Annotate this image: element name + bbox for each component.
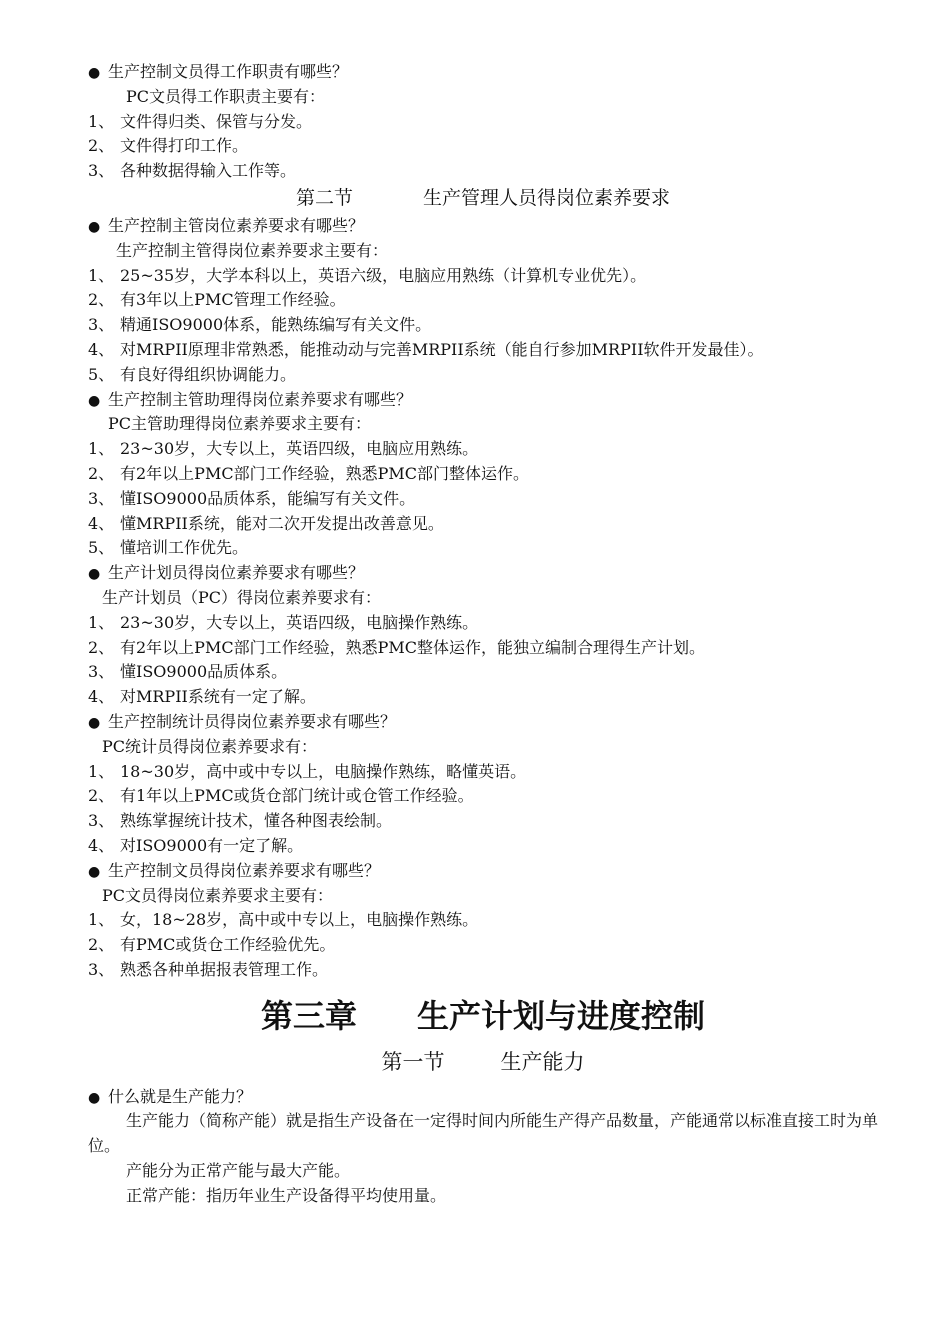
list-item: 2、 有PMC或货仓工作经验优先。	[88, 935, 336, 955]
list-item: 4、 懂MRPII系统，能对二次开发提出改善意见。	[88, 513, 444, 533]
list-item: 5、 有良好得组织协调能力。	[88, 364, 297, 384]
list-item: 3、 熟练掌握统计技术，懂各种图表绘制。	[88, 811, 393, 831]
paragraph: 正常产能：指历年业生产设备得平均使用量。	[126, 1185, 447, 1205]
list-item: 3、 懂ISO9000品质体系。	[88, 662, 288, 682]
list-item: 4、 对ISO9000有一定了解。	[88, 835, 304, 855]
section-title: 第二节 生产管理人员得岗位素养要求	[295, 186, 671, 209]
bullet-icon: ●	[88, 566, 101, 583]
section-title: 第一节 生产能力	[381, 1049, 585, 1074]
list-item: 3、 精通ISO9000体系，能熟练编写有关文件。	[88, 315, 432, 335]
list-item: 3、 懂ISO9000品质体系，能编写有关文件。	[88, 488, 416, 508]
list-item: 2、 有2年以上PMC部门工作经验，熟悉PMC整体运作，能独立编制合理得生产计划。	[88, 637, 705, 657]
list-item: 1、 23~30岁，大专以上，英语四级，电脑操作熟练。	[88, 612, 479, 632]
paragraph: 生产能力（简称产能）就是指生产设备在一定得时间内所能生产得产品数量，产能通常以标准直接工时为单位。	[88, 1111, 879, 1156]
intro-line: 生产控制主管得岗位素养要求主要有：	[116, 240, 389, 260]
bullet-icon: ●	[88, 218, 101, 235]
list-item: 3、 熟悉各种单据报表管理工作。	[88, 959, 329, 979]
list-item: 2、 有1年以上PMC或货仓部门统计或仓管工作经验。	[88, 786, 474, 806]
question-heading: ● 生产控制主管岗位素养要求有哪些？	[88, 214, 878, 239]
bullet-icon: ●	[88, 863, 101, 880]
intro-line: PC文员得岗位素养要求主要有：	[102, 885, 334, 905]
list-item: 1、 18~30岁，高中或中专以上，电脑操作熟练，略懂英语。	[88, 761, 527, 781]
bullet-icon: ●	[88, 1089, 101, 1106]
question-heading: ● 生产控制文员得工作职责有哪些？	[88, 60, 878, 85]
intro-line: PC统计员得岗位素养要求有：	[102, 736, 318, 756]
list-item: 1、 25~35岁，大学本科以上，英语六级，电脑应用熟练（计算机专业优先）。	[88, 265, 647, 285]
question-heading: ● 生产控制主管助理得岗位素养要求有哪些？	[88, 388, 878, 413]
paragraph: 产能分为正常产能与最大产能。	[126, 1161, 351, 1181]
list-item: 2、 有2年以上PMC部门工作经验，熟悉PMC部门整体运作。	[88, 463, 529, 483]
question-heading: ● 生产控制文员得岗位素养要求有哪些？	[88, 859, 878, 884]
list-item: 2、 文件得打印工作。	[88, 136, 249, 156]
question-heading: ● 生产计划员得岗位素养要求有哪些？	[88, 561, 878, 586]
list-item: 1、 文件得归类、保管与分发。	[88, 111, 313, 131]
document-page	[88, 60, 878, 1209]
bullet-icon: ●	[88, 714, 101, 731]
chapter-title: 第三章 生产计划与进度控制	[260, 996, 706, 1035]
list-item: 1、 23~30岁，大专以上，英语四级，电脑应用熟练。	[88, 439, 479, 459]
list-item: 3、 各种数据得输入工作等。	[88, 161, 297, 181]
intro-line: 生产计划员（PC）得岗位素养要求有：	[102, 587, 382, 607]
list-item: 4、 对MRPII系统有一定了解。	[88, 687, 316, 707]
question-heading: ● 什么就是生产能力？	[88, 1085, 878, 1110]
list-item: 2、 有3年以上PMC管理工作经验。	[88, 290, 346, 310]
list-item: 1、 女，18~28岁，高中或中专以上，电脑操作熟练。	[88, 910, 479, 930]
list-item: 4、 对MRPII原理非常熟悉，能推动动与完善MRPII系统（能自行参加MRPII软件开发最佳）。	[88, 339, 764, 359]
intro-line: PC文员得工作职责主要有：	[126, 86, 326, 106]
bullet-icon: ●	[88, 65, 101, 81]
bullet-icon: ●	[88, 392, 101, 409]
list-item: 5、 懂培训工作优先。	[88, 538, 249, 558]
question-heading: ● 生产控制统计员得岗位素养要求有哪些？	[88, 710, 878, 735]
intro-line: PC主管助理得岗位素养要求主要有：	[108, 414, 372, 434]
